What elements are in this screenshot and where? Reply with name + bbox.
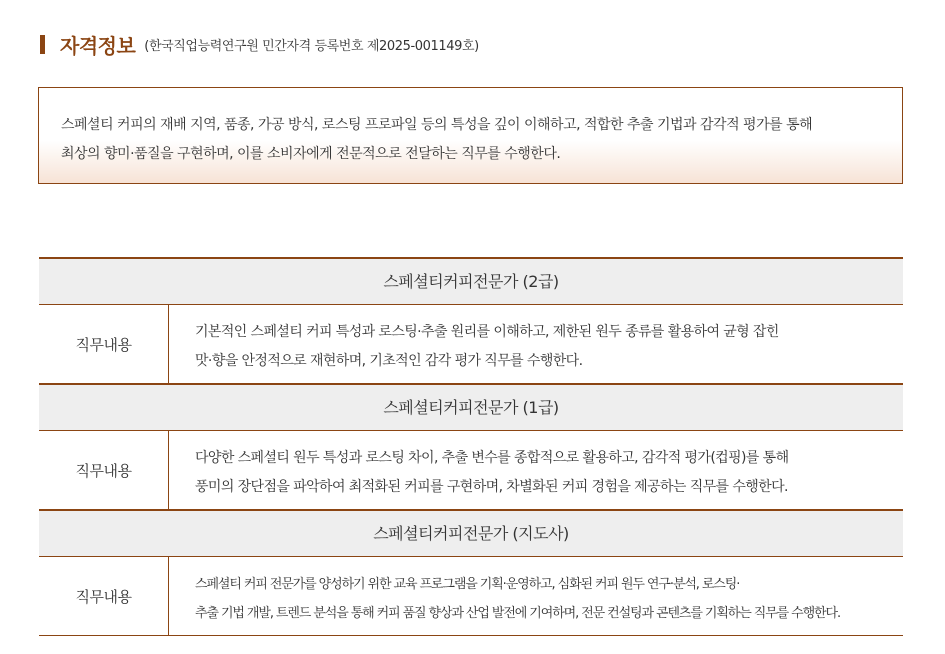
grade-block-level1 xyxy=(39,383,903,509)
grade-description-line-1: 기본적인 스페셜티 커피 특성과 로스팅·추출 원리를 이해하고, 제한된 원두 종류를 활용하여 균형 잡힌 xyxy=(195,324,779,340)
grade-description xyxy=(169,557,903,635)
grade-title: 스페셜티커피전문가 (1급) xyxy=(39,385,903,431)
grade-description-line-1: 다양한 스페셜티 원두 특성과 로스팅 차이, 추출 변수를 종합적으로 활용하고, 감각적 평가(컵핑)를 통해 xyxy=(195,450,789,466)
grade-description xyxy=(169,431,903,509)
grade-row xyxy=(39,431,903,509)
grade-description-line-2: 풍미의 장단점을 파악하여 최적화된 커피를 구현하며, 차별화된 커피 경험을 제공하는 직무를 수행한다. xyxy=(195,479,788,495)
grade-label: 직무내용 xyxy=(39,557,169,635)
grade-row xyxy=(39,557,903,635)
section-header xyxy=(40,30,479,58)
grade-table xyxy=(39,257,903,636)
grade-description-line-2: 맛·향을 안정적으로 재현하며, 기초적인 감각 평가 직무를 수행한다. xyxy=(195,353,583,369)
intro-text xyxy=(61,111,880,169)
grade-description-line-1: 스페셜티 커피 전문가를 양성하기 위한 교육 프로그램을 기획·운영하고, 심화된 커피 원두 연구·분석, 로스팅· xyxy=(195,577,740,592)
grade-row xyxy=(39,305,903,383)
section-subtitle: (한국직업능력연구원 민간자격 등록번호 제2025-001149호) xyxy=(144,38,479,54)
grade-label: 직무내용 xyxy=(39,305,169,383)
intro-box xyxy=(38,87,903,184)
grade-block-level2 xyxy=(39,257,903,383)
grade-title: 스페셜티커피전문가 (2급) xyxy=(39,259,903,305)
section-title: 자격정보 xyxy=(60,33,136,58)
grade-description xyxy=(169,305,903,383)
intro-line-1: 스페셜티 커피의 재배 지역, 품종, 가공 방식, 로스팅 프로파일 등의 특성을 깊이 이해하고, 적합한 추출 기법과 감각적 평가를 통해 xyxy=(61,117,813,133)
header-accent-bar xyxy=(40,35,45,54)
grade-block-instructor xyxy=(39,509,903,635)
grade-description-line-2: 추출 기법 개발, 트렌드 분석을 통해 커피 품질 향상과 산업 발전에 기여하며, 전문 컨설팅과 콘텐츠를 기획하는 직무를 수행한다. xyxy=(195,606,841,621)
grade-title: 스페셜티커피전문가 (지도사) xyxy=(39,511,903,557)
intro-line-2: 최상의 향미·품질을 구현하며, 이를 소비자에게 전문적으로 전달하는 직무를 수행한다. xyxy=(61,146,561,162)
grade-label: 직무내용 xyxy=(39,431,169,509)
